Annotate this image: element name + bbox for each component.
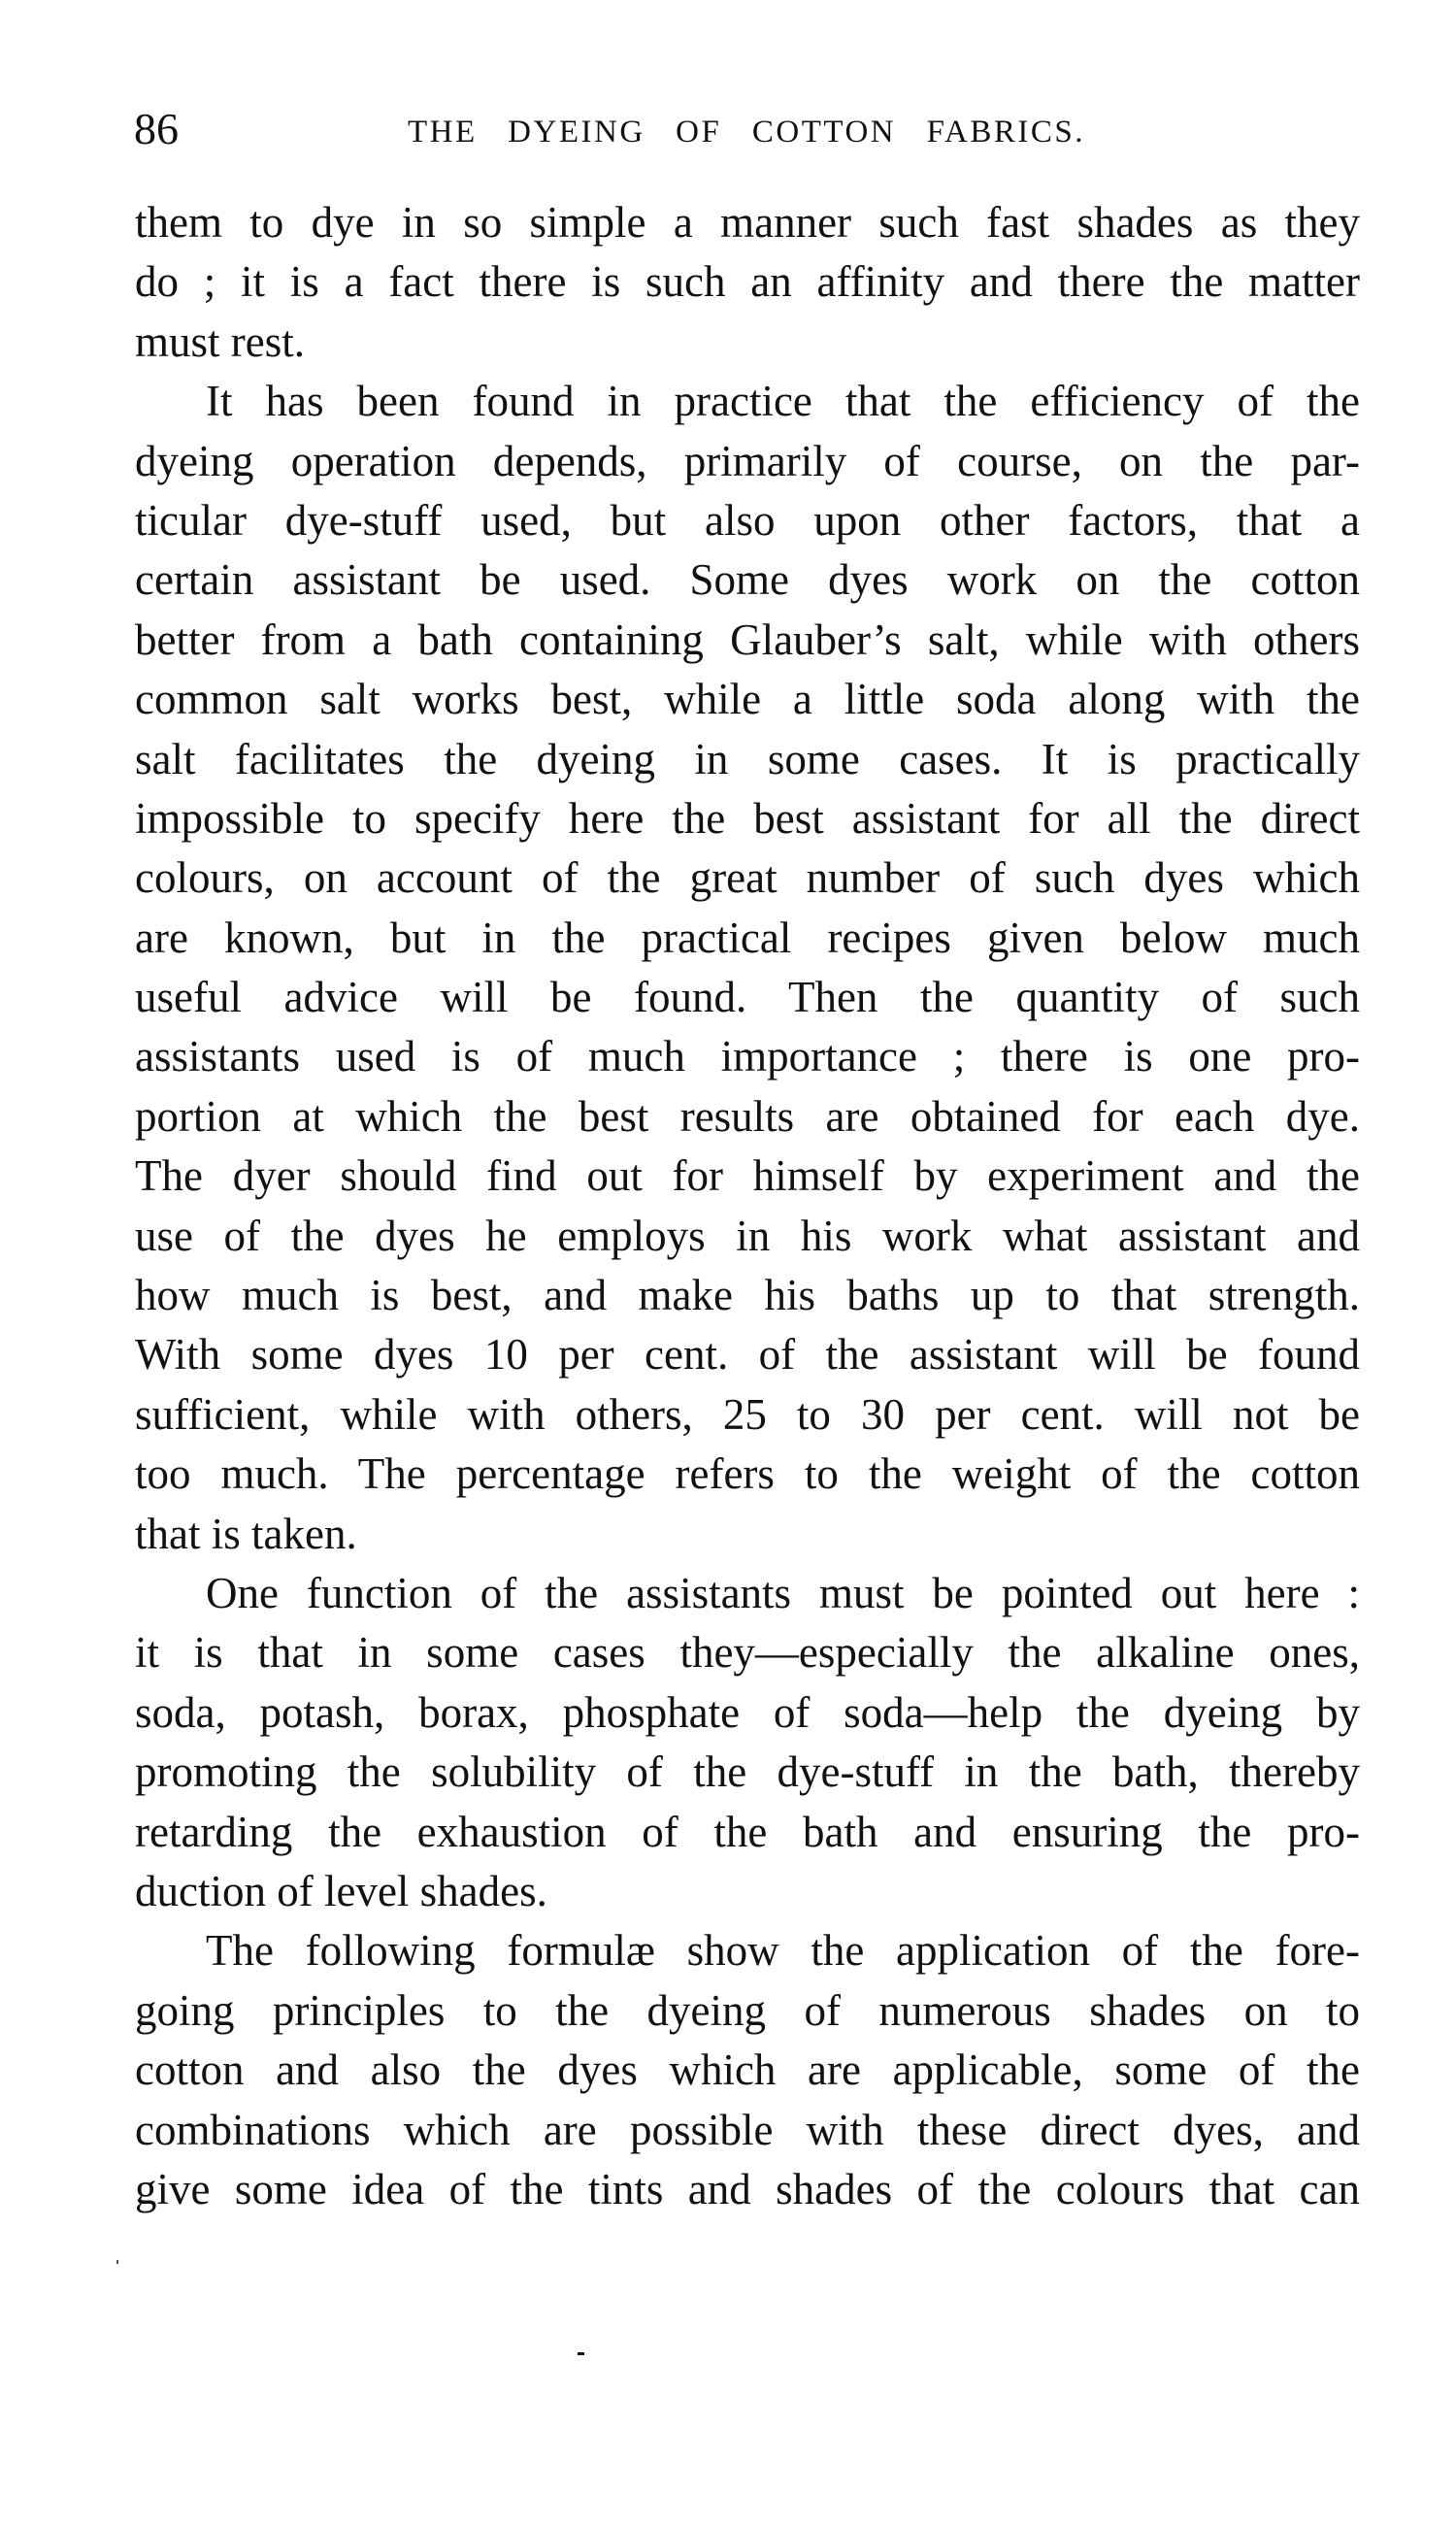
page-number: 86 [134,104,179,153]
text-line: use of the dyes he employs in his work what assistant and [135,1211,1360,1260]
text-line: promoting the solubility of the dye-stuff in the bath, thereby [135,1747,1360,1797]
text-line: retarding the exhaustion of the bath and ensuring the pro- [135,1807,1360,1856]
text-line: better from a bath containing Glauber’s salt, while with others [135,615,1360,664]
text-line: sufficient, while with others, 25 to 30 per cent. will not be [135,1389,1360,1439]
paragraph [135,1921,1360,2219]
text-line: salt facilitates the dyeing in some cases. It is practically [135,734,1360,783]
body-text [135,193,1360,2219]
text-line: impossible to specify here the best assistant for all the direct [135,793,1360,843]
text-line: One function of the assistants must be pointed out here : [206,1568,1360,1617]
running-title: THE DYEING OF COTTON FABRICS. [408,115,1085,150]
text-line: are known, but in the practical recipes given below much [135,913,1360,962]
paragraph [135,193,1360,372]
text-line: certain assistant be used. Some dyes work on the cotton [135,555,1360,605]
text-line: The dyer should find out for himself by experiment and the [135,1151,1360,1201]
text-line: common salt works best, while a little soda along with the [135,675,1360,724]
text-line: duction of level shades. [135,1866,547,1915]
text-line: going principles to the dyeing of numerous shades on to [135,1985,1360,2035]
text-line: cotton and also the dyes which are applicable, some of the [135,2046,1360,2095]
text-line: portion at which the best results are obtained for each dye. [135,1091,1360,1141]
text-line: how much is best, and make his baths up to that strength. [135,1271,1360,1320]
text-line: ticular dye-stuff used, but also upon other factors, that a [135,495,1360,545]
text-line: colours, on account of the great number of such dyes which [135,853,1360,903]
paragraph [135,1564,1360,1921]
text-line: The following formulæ show the application of the fore- [206,1926,1360,1976]
text-line: them to dye in so simple a manner such fast shades as they [135,198,1360,247]
paragraph [135,372,1360,1564]
text-line: soda, potash, borax, phosphate of soda—help the dyeing by [135,1687,1360,1737]
text-line: useful advice will be found. Then the quantity of such [135,973,1360,1022]
text-line: combinations which are possible with these direct dyes, and [135,2105,1360,2154]
text-line: assistants used is of much importance ; there is one pro- [135,1032,1360,1081]
text-line: too much. The percentage refers to the weight of the cotton [135,1449,1360,1499]
scan-artifact [578,2352,584,2355]
text-line: give some idea of the tints and shades of the colours that can [135,2164,1360,2213]
text-line: it is that in some cases they—especially the alkaline ones, [135,1628,1360,1678]
text-line: that is taken. [135,1509,357,1558]
text-line: do ; it is a fact there is such an affinity and there the matter [135,257,1360,307]
scan-artifact [116,2260,118,2264]
text-line: must rest. [135,316,305,366]
text-line: dyeing operation depends, primarily of course, on the par- [135,436,1360,485]
text-line: It has been found in practice that the efficiency of the [206,377,1360,426]
text-line: With some dyes 10 per cent. of the assistant will be found [135,1330,1360,1380]
